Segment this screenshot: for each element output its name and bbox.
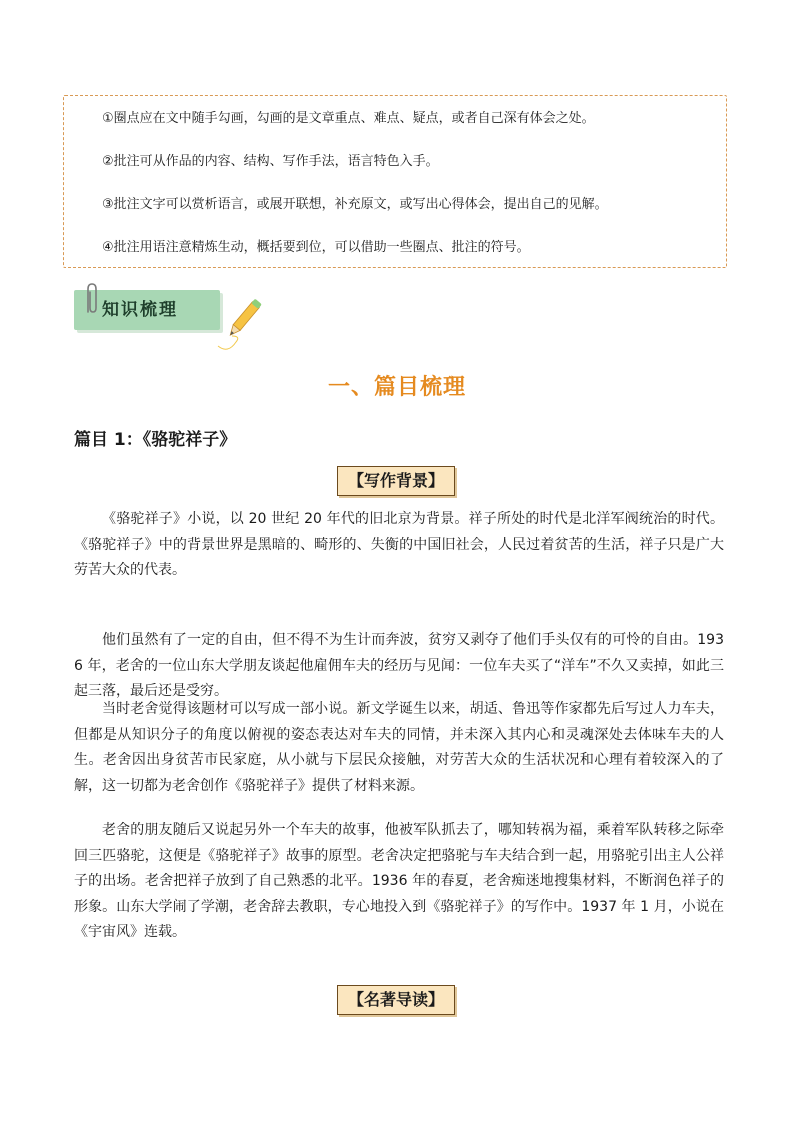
tip-item: ④批注用语注意精炼生动，概括要到位，可以借助一些圈点、批注的符号。 (102, 240, 530, 255)
piece-title: 篇目 1：《骆驼祥子》 (74, 430, 237, 450)
pencil-icon (214, 296, 264, 352)
paperclip-icon (82, 282, 102, 316)
guide-label: 【名著导读】 (337, 985, 455, 1015)
paragraph: 《骆驼祥子》小说，以 20 世纪 20 年代的旧北京为背景。祥子所处的时代是北洋军阀统治的时代。《骆驼祥子》中的背景世界是黑暗的、畸形的、失衡的中国旧社会，人民过着贫苦的生活，祥子只是广大劳苦大众的代表。 (74, 511, 724, 578)
tip-item: ①圈点应在文中随手勾画，勾画的是文章重点、难点、疑点，或者自己深有体会之处。 (102, 111, 595, 126)
tips-box (63, 95, 727, 268)
paragraph: 当时老舍觉得该题材可以写成一部小说。新文学诞生以来，胡适、鲁迅等作家都先后写过人力车夫，但都是从知识分子的角度以俯视的姿态表达对车夫的同情，并未深入其内心和灵魂深处去体味车夫的人生。老舍因出身贫苦市民家庭，从小就与下层民众接触，对劳苦大众的生活状况和心理有着较深入的了解，这一切都为老舍创作《骆驼祥子》提供了材料来源。 (74, 701, 724, 794)
knowledge-banner-label: 知识梳理 (102, 300, 178, 320)
tip-item: ②批注可从作品的内容、结构、写作手法，语言特色入手。 (102, 154, 439, 169)
paragraph: 他们虽然有了一定的自由，但不得不为生计而奔波，贫穷又剥夺了他们手头仅有的可怜的自由。1936 年，老舍的一位山东大学朋友谈起他雇佣车夫的经历与见闻：一位车夫买了“洋车”不久又卖掉，如此三起三落，最后还是受穷。 (74, 632, 724, 699)
writing-background-label: 【写作背景】 (337, 466, 455, 496)
section-title: 一、篇目梳理 (327, 375, 466, 400)
paragraph: 老舍的朋友随后又说起另外一个车夫的故事，他被军队抓去了，哪知转祸为福，乘着军队转移之际牵回三匹骆驼，这便是《骆驼祥子》故事的原型。老舍决定把骆驼与车夫结合到一起，用骆驼引出主人公祥子的出场。老舍把祥子放到了自己熟悉的北平。1936 年的春夏，老舍痴迷地搜集材料，不断润色祥子的形象。山东大学闹了学潮，老舍辞去教职，专心地投入到《骆驼祥子》的写作中。1937 年 1 月，小说在《宇宙风》连载。 (74, 822, 724, 940)
tip-item: ③批注文字可以赏析语言，或展开联想，补充原文，或写出心得体会，提出自己的见解。 (102, 197, 608, 212)
knowledge-banner (74, 282, 264, 352)
